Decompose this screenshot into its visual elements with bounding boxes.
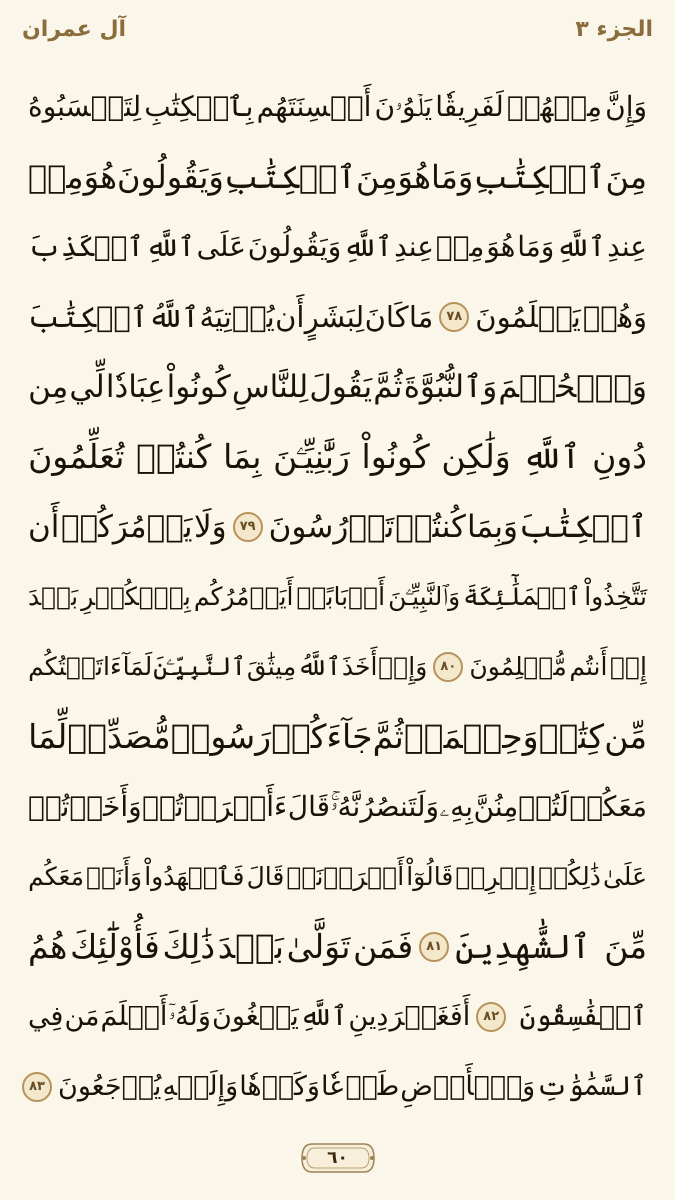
verse-word: مِنَ [356, 158, 398, 196]
verse-word: ٱللَّهِ [556, 230, 606, 263]
verse-word: بَعۡدَ [217, 927, 284, 966]
verse-word: عِبَادٗا [105, 369, 166, 405]
verse-word: لَتُؤۡمِنُنَّ [473, 790, 569, 823]
ayah-number-marker: ٨٣ [22, 1072, 52, 1102]
verse-word: ٱلۡكَذِبَ [28, 230, 144, 263]
verse-word: بِٱلۡكِتَٰبِ [144, 90, 254, 123]
verse-word: ٱلنَّبِيِّـۧنَ [153, 652, 247, 681]
verse-word: مِنۡ [28, 158, 84, 196]
verse-word: وَلَتَنصُرُنَّهُۥۚ [330, 790, 440, 823]
page-header [0, 0, 675, 58]
verse-word: مِيثَٰقَ [246, 652, 297, 681]
verse-word: يَعۡلَمُونَ [475, 300, 581, 334]
verse-word: أَلۡسِنَتَهُم [256, 90, 372, 123]
quran-line [22, 982, 653, 1052]
verse-word: وَأَنَا۠ [86, 862, 143, 891]
verse-word: ٱلسَّمَٰوَٰتِ [536, 1071, 647, 1102]
verse-text [22, 702, 653, 772]
verse-word: إِذۡ [610, 652, 647, 681]
verse-word: يَقُولَ [309, 369, 373, 405]
verse-text [22, 912, 419, 982]
verse-word: فِي [27, 1001, 64, 1032]
verse-word: ٱلشَّٰهِدِينَ [455, 927, 591, 966]
ayah-number-marker: ٧٩ [233, 512, 263, 542]
verse-word: مَعَكُم [28, 862, 85, 891]
verse-word: وَمَا [430, 158, 474, 196]
verse-word: ٱلۡكِتَٰبَ [28, 300, 148, 334]
verse-word: كُونُواْ [166, 369, 231, 405]
page-footer [0, 1138, 675, 1178]
ayah-number-marker: ٨١ [419, 932, 449, 962]
verse-word: وَأَخَذۡتُمۡ [28, 790, 142, 823]
verse-word: يُؤۡتِيَهُ [199, 300, 275, 334]
verse-word: وَلَا [194, 509, 227, 545]
verse-text [469, 282, 653, 352]
verse-word: ءَأَقۡرَرۡتُمۡ [142, 790, 288, 823]
verse-word: رَسُولٞ [170, 717, 272, 756]
verse-word: ٱللَّهِ [299, 1001, 348, 1032]
quran-line [22, 562, 653, 632]
verse-text [22, 282, 439, 352]
verse-text [22, 492, 233, 562]
verse-word: عَلَىٰ [602, 862, 647, 891]
verse-word: تَدۡرُسُونَ [268, 509, 395, 545]
verse-word: عِندِ [394, 230, 434, 263]
verse-word: أَنتُم [569, 652, 608, 681]
verse-word: مِن [28, 369, 69, 405]
verse-word: مِنۡهُمۡ [506, 90, 603, 123]
verse-word: فَمَن [353, 927, 414, 966]
verse-word: لِبَشَرٍ [304, 300, 365, 334]
verse-word: وَحِكۡمَةٖ [403, 717, 539, 756]
verse-word: مُّصَدِّقٞ [67, 717, 171, 756]
verse-word: وَٱلنَّبِيِّـۧنَ [388, 582, 461, 611]
page-number: ٦٠ [327, 1148, 348, 1168]
verse-word: ٱلۡمَلَٰٓئِكَةَ [463, 582, 582, 611]
verse-word: فَأُوْلَٰٓئِكَ [70, 927, 160, 966]
verse-word: أَرۡبَابًاۗ [296, 582, 386, 611]
verse-text [22, 562, 653, 632]
verse-word: بِٱلۡكُفۡرِ [81, 582, 191, 611]
verse-word: كُنتُمۡ [136, 437, 212, 476]
verse-word: ثُمَّ [372, 717, 404, 756]
verse-word: تُعَلِّمُونَ [28, 437, 125, 476]
verse-word: وَيَقُولُونَ [116, 158, 224, 196]
verse-word: جَآءَكُمۡ [271, 717, 373, 756]
verse-word: يَبۡغُونَ [212, 1001, 299, 1032]
verse-word: ذَٰلِكَ [162, 927, 216, 966]
verse-word: مِّن [604, 717, 647, 756]
verse-word: قَالُوٓاْ [406, 862, 454, 891]
verse-word: كُنتُمۡ [395, 509, 466, 545]
verse-word: مَعَكُمۡ [569, 790, 647, 823]
verse-word: وَهُمۡ [582, 300, 647, 334]
verse-text [22, 72, 653, 142]
verse-word: عِندِ [607, 230, 647, 263]
verse-word: وَإِلَيۡهِ [162, 1071, 239, 1102]
verse-word: تَتَّخِذُواْ [584, 582, 647, 611]
verse-word: هُوَ [486, 230, 516, 263]
verse-word: وَإِنَّ [605, 90, 647, 123]
verse-text [22, 142, 653, 212]
verse-word: لِتَحۡسَبُوهُ [28, 90, 142, 123]
verse-word: وَٱلۡأَرۡضِ [400, 1071, 536, 1102]
verse-word: بَعۡدَ [28, 582, 79, 611]
verse-text [506, 982, 653, 1052]
verse-word: طَوۡعٗا [321, 1071, 400, 1102]
quran-line [22, 842, 653, 912]
verse-word: ٱللَّهِ [343, 230, 393, 263]
verse-word: ٱلۡفَٰسِقُونَ [519, 1001, 647, 1032]
verse-text [22, 632, 433, 702]
quran-line [22, 1052, 653, 1122]
verse-word: مِنَ [605, 158, 647, 196]
verse-word: وَمَا [517, 230, 555, 263]
verse-word: هُمُ [28, 927, 68, 966]
verse-word: إِصۡرِيۖ [455, 862, 537, 891]
verse-word: مِّنَ [604, 927, 647, 966]
ayah-number-marker: ٨٢ [476, 1002, 506, 1032]
verse-word: وَلَٰكِن [441, 437, 511, 476]
ayah-number-marker: ٨٠ [433, 652, 463, 682]
verse-word: وَيَقُولُونَ [247, 230, 342, 263]
verse-text [22, 982, 476, 1052]
verse-word: كُونُواْ [361, 437, 430, 476]
verse-word: ذَٰلِكُمۡ [538, 862, 601, 891]
verse-word: لِّمَا [28, 717, 68, 756]
verse-word: ٱلۡكِتَٰبَ [518, 509, 647, 545]
verse-word: ءَاتَيۡتُكُم [28, 652, 122, 681]
verse-text [22, 842, 653, 912]
verse-word: كِتَٰبٖ [538, 717, 605, 756]
verse-word: ٱللَّهِ [522, 437, 581, 476]
quran-line [22, 352, 653, 422]
quran-line [22, 72, 653, 142]
verse-word: لِلنَّاسِ [231, 369, 309, 405]
verse-word: يَلۡوُۥنَ [374, 90, 433, 123]
verse-word: أَن [28, 509, 60, 545]
verse-word: قَالَ [246, 862, 285, 891]
verse-word: بِهِۦ [439, 790, 473, 823]
quran-line [22, 142, 653, 212]
quran-line [22, 492, 653, 562]
verse-word: لِّي [69, 369, 105, 405]
verse-text [22, 352, 653, 422]
verse-word: فَٱشۡهَدُواْ [144, 862, 245, 891]
verse-word: وَٱلنُّبُوَّةَ [403, 369, 498, 405]
verse-word: هُوَ [397, 158, 431, 196]
verse-text [449, 912, 653, 982]
verse-word: مُّسۡلِمُونَ [469, 652, 567, 681]
verse-word: وَبِمَا [466, 509, 518, 545]
quran-line [22, 212, 653, 282]
verse-word: ٱللَّهُ [297, 652, 342, 681]
verse-word: أَيَأۡمُرُكُم [193, 582, 294, 611]
verse-text [263, 492, 653, 562]
verse-word: عَلَى [196, 230, 246, 263]
verse-word: مَن [64, 1001, 100, 1032]
verse-text [463, 632, 653, 702]
verse-word: لَفَرِيقٗا [435, 90, 504, 123]
juz-label: الجزء ٣ [575, 16, 653, 42]
verse-text [22, 772, 653, 842]
verse-word: أَفَغَيۡرَ [389, 1001, 471, 1032]
verse-word: رَبَّٰنِيِّـۧنَ [273, 437, 350, 476]
verse-word: ٱلۡكِتَٰبِ [223, 158, 357, 196]
surah-name: آل عمران [22, 16, 127, 42]
verse-word: هُوَ [83, 158, 117, 196]
quran-line [22, 282, 653, 352]
verse-word: لَمَآ [122, 652, 153, 681]
verse-word: ٱلۡكِتَٰبِ [473, 158, 606, 196]
verse-word: وَكَرۡهٗا [239, 1071, 320, 1102]
verse-word: بِمَا [223, 437, 262, 476]
verse-word: مَا [408, 300, 434, 334]
verse-word: يُرۡجَعُونَ [58, 1071, 162, 1102]
quran-line [22, 702, 653, 772]
verse-word: أَن [275, 300, 305, 334]
verse-word: وَٱلۡحُكۡمَ [498, 369, 647, 405]
verse-word: كَانَ [364, 300, 409, 334]
verse-word: أَقۡرَرۡنَاۚ [286, 862, 405, 891]
verse-word: ثُمَّ [373, 369, 403, 405]
verse-word: ٱللَّهِ [145, 230, 195, 263]
verse-word: قَالَ [287, 790, 330, 823]
verse-word: دِينِ [348, 1001, 389, 1032]
verse-text [52, 1052, 653, 1122]
verse-word: دُونِ [592, 437, 647, 476]
verse-text [22, 212, 653, 282]
quran-page-text [0, 72, 675, 1132]
verse-word: أَخَذَ [341, 652, 378, 681]
quran-line [22, 772, 653, 842]
quran-line [22, 912, 653, 982]
ayah-number-marker: ٧٨ [439, 302, 469, 332]
verse-word: وَلَهُۥٓ [168, 1001, 211, 1032]
verse-word: تَوَلَّىٰ [286, 927, 351, 966]
quran-line [22, 422, 653, 492]
quran-line [22, 632, 653, 702]
verse-word: مِنۡ [435, 230, 485, 263]
verse-word: وَإِذۡ [378, 652, 428, 681]
page-number-badge [298, 1141, 378, 1175]
verse-text [22, 422, 653, 492]
verse-word: ٱللَّهُ [148, 300, 200, 334]
verse-word: يَأۡمُرَكُمۡ [60, 509, 193, 545]
verse-word: أَسۡلَمَ [100, 1001, 168, 1032]
